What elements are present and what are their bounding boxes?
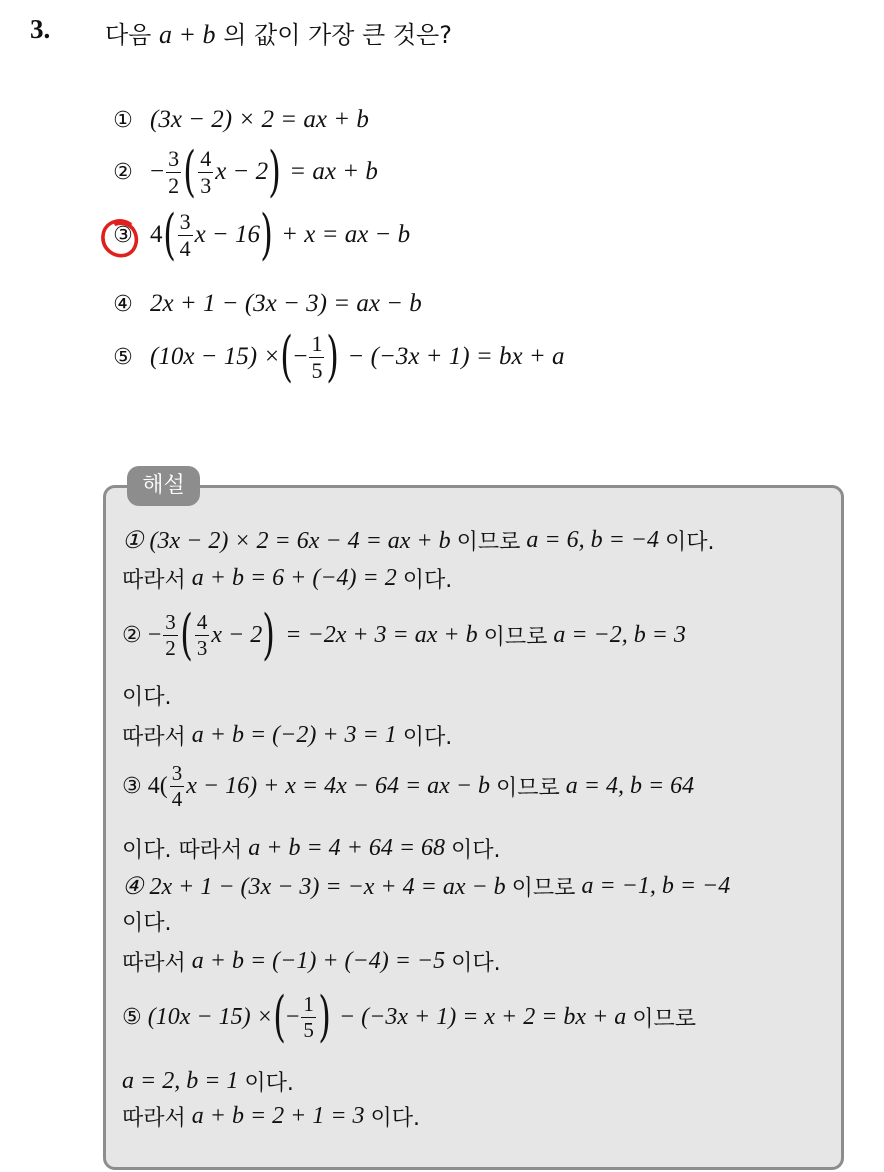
option-3[interactable] [108,203,411,266]
question-text-before: 다음 [105,21,152,49]
option-marker: ① [113,107,133,133]
solution-fraction: $\frac{3}{2}$ [165,609,176,660]
option-4[interactable] [108,290,422,318]
solution-line [122,680,172,711]
solution-word: 이다. 따라서 [122,838,243,863]
option-3-coef: 4 [150,221,163,248]
option-2-fraction: $\frac{3}{2}$ [168,145,180,198]
solution-word: 따라서 [122,951,186,976]
solution-math: a + b = 4 + 64 = 68 [248,835,446,861]
solution-marker: ② [122,622,142,648]
solution-line [122,1101,420,1132]
solution-math: 4( [147,773,168,799]
option-marker: ② [113,159,133,185]
option-2-rhs: = ax + b [289,158,378,185]
solution-math: ④ 2x + 1 − (3x − 3) = −x + 4 = ax − b [122,874,506,900]
solution-line [122,946,501,977]
left-paren: ( [280,325,294,388]
option-marker: ⑤ [113,344,133,370]
option-3-inner: x − 16 [194,221,261,248]
solution-line [122,525,715,556]
right-paren: ) [326,325,340,388]
option-2-sign: − [150,158,165,185]
option-5[interactable] [108,325,565,388]
solution-word: 이므로 [511,876,576,901]
solution-math: − (−3x + 1) = x + 2 = bx + a [338,1003,627,1030]
solution-math: ① (3x − 2) × 2 = 6x − 4 = ax + b [122,528,451,554]
solution-word: 이다. [451,838,501,863]
solution-line [122,833,501,864]
solution-math: a + b = 2 + 1 = 3 [191,1103,365,1129]
right-paren: ) [260,203,273,266]
option-marker: ③ [113,222,133,248]
option-5-pre: (10x − 15) × [150,343,281,370]
solution-math: a = −1, b = −4 [581,873,731,899]
answer-circle-mark-icon [100,218,140,260]
solution-line [122,1066,294,1097]
solution-word: 따라서 [122,725,186,750]
option-1[interactable] [108,106,369,134]
solution-word: 이다. [451,951,501,976]
left-paren: ( [272,985,286,1048]
solution-line [122,763,694,810]
right-paren: ) [268,140,282,203]
solution-marker: ⑤ [122,1004,142,1030]
solution-word: 이다. [244,1071,294,1096]
question-expression: a + b [159,20,216,49]
solution-word: 이므로 [632,1006,697,1032]
option-2[interactable] [108,140,378,203]
solution-word: 이다. [122,685,172,710]
solution-line [122,603,686,666]
solution-line [122,871,730,902]
question-text-after: 의 값이 가장 큰 것은? [223,21,452,49]
question-text [105,15,452,50]
solution-math: a = −2, b = 3 [553,621,686,648]
solution-math: a = 4, b = 64 [565,773,695,799]
option-3-rhs: + x = ax − b [281,221,411,248]
solution-fraction: $\frac{4}{3}$ [196,609,208,660]
option-5-sign: − [293,343,308,370]
solution-fraction: $\frac{3}{4}$ [171,761,183,811]
solution-math: x − 16) + x = 4x − 64 = ax − b [186,773,491,799]
option-marker: ④ [113,291,133,317]
solution-word: 따라서 [122,568,186,593]
left-paren: ( [179,603,193,666]
solution-math: a + b = (−2) + 3 = 1 [191,722,397,748]
solution-math: a + b = 6 + (−4) = 2 [191,565,397,591]
option-3-fraction: $\frac{3}{4}$ [179,208,191,261]
solution-word: 이므로 [456,530,521,555]
solution-word: 이므로 [483,624,548,650]
solution-math: = −2x + 3 = ax + b [285,621,478,648]
solution-line [122,563,452,594]
left-paren: ( [183,140,196,203]
option-2-inner-fraction: $\frac{4}{3}$ [200,145,212,198]
solution-fraction: $\frac{1}{5}$ [303,991,314,1042]
solution-tag: 해설 [127,466,200,506]
option-5-fraction: $\frac{1}{5}$ [311,330,323,383]
solution-word: 이다. [122,911,172,936]
solution-word: 이므로 [496,776,560,801]
solution-line [122,906,172,937]
option-5-rhs: − (−3x + 1) = bx + a [347,343,565,370]
right-paren: ) [262,603,276,666]
solution-math: x − 2 [211,621,263,648]
left-paren: ( [162,203,176,266]
right-paren: ) [318,985,331,1048]
solution-word: 따라서 [122,1106,186,1131]
question-number: 3. [30,14,51,44]
solution-word: 이다. [402,568,453,593]
solution-math: a + b = (−1) + (−4) = −5 [191,948,446,974]
solution-math: − [147,621,162,648]
solution-math: a = 2, b = 1 [122,1068,239,1094]
option-2-inner: x − 2 [215,158,269,185]
solution-word: 이다. [402,725,453,750]
solution-line: ⑤ (10x − 15) × ( − $\frac{1}{5}$ ) − (−3x + 1) = x + 2 = bx + a 이므로 [122,985,697,1048]
solution-word: 이다. [665,530,715,555]
solution-marker: ③ [122,774,142,799]
solution-line [122,720,452,751]
solution-math: (10x − 15) × [147,1003,273,1030]
option-1-expression: (3x − 2) × 2 = ax + b [150,106,369,133]
option-4-expression: 2x + 1 − (3x − 3) = ax − b [150,290,422,317]
solution-math: a = 6, b = −4 [526,527,659,553]
solution-word: 이다. [370,1106,421,1131]
